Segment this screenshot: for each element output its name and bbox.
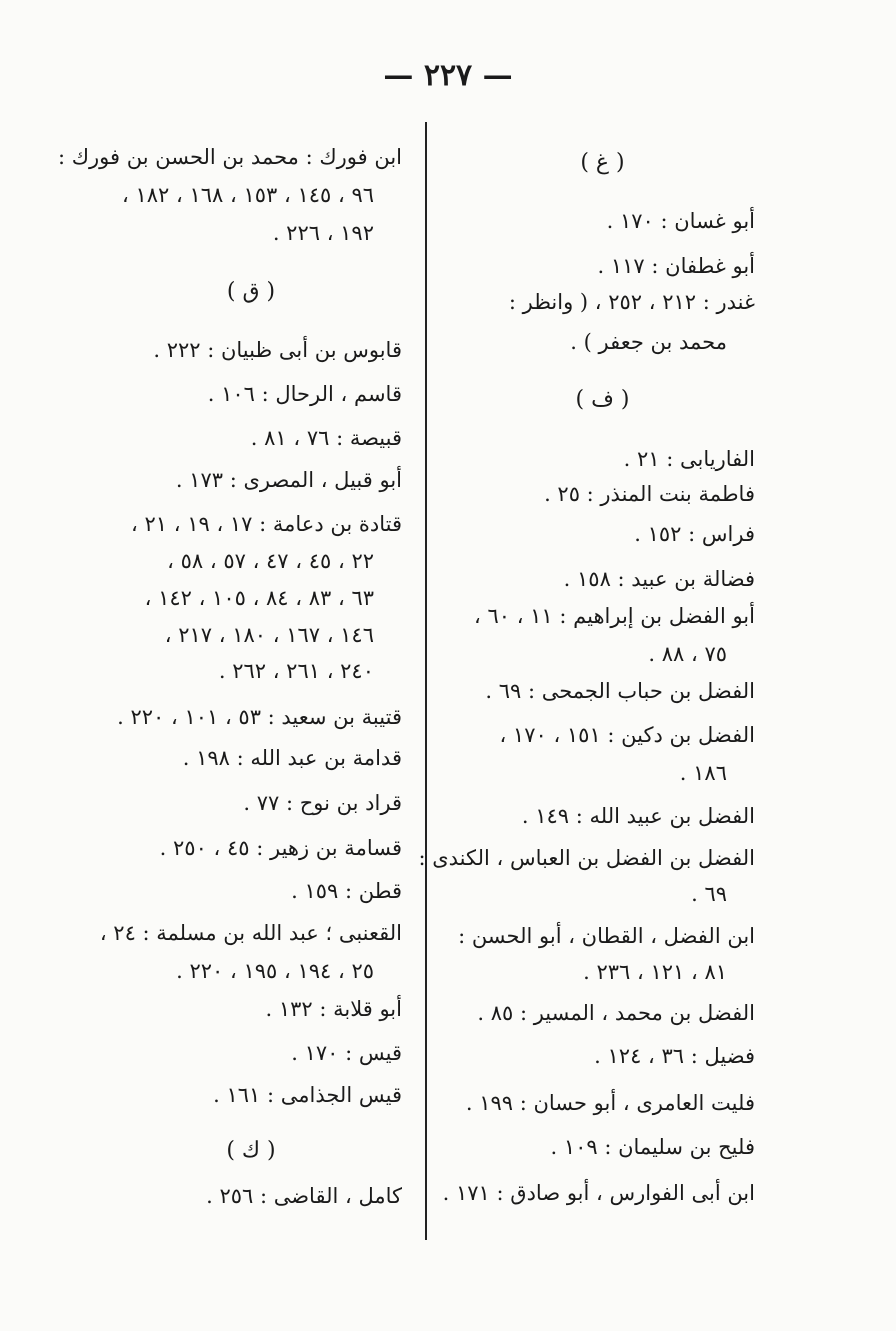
index-entry-continuation: ٦٩ . bbox=[691, 882, 727, 906]
index-entry: قابوس بن أبى ظبيان : ٢٢٢ . bbox=[153, 338, 402, 362]
index-entry: قدامة بن عبد الله : ١٩٨ . bbox=[182, 746, 402, 770]
section-heading-kaf: ( ك ) bbox=[226, 1138, 276, 1163]
index-entry: فضيل : ٣٦ ، ١٢٤ . bbox=[594, 1044, 755, 1068]
index-entry: قيس : ١٧٠ . bbox=[291, 1041, 402, 1065]
index-entry-continuation: ٩٦ ، ١٤٥ ، ١٥٣ ، ١٦٨ ، ١٨٢ ، bbox=[122, 183, 374, 207]
index-entry: قبيصة : ٧٦ ، ٨١ . bbox=[250, 426, 402, 450]
index-entry-continuation: ١٤٦ ، ١٦٧ ، ١٨٠ ، ٢١٧ ، bbox=[164, 623, 374, 647]
index-entry: كامل ، القاضى : ٢٥٦ . bbox=[206, 1184, 402, 1208]
index-entry: فليت العامرى ، أبو حسان : ١٩٩ . bbox=[465, 1091, 755, 1115]
index-entry-continuation: ١٨٦ . bbox=[679, 761, 727, 785]
index-entry: فراس : ١٥٢ . bbox=[634, 522, 755, 546]
index-entry: ابن الفضل ، القطان ، أبو الحسن : bbox=[458, 924, 755, 948]
index-entry: الفضل بن عبيد الله : ١٤٩ . bbox=[521, 804, 755, 828]
index-entry: فضالة بن عبيد : ١٥٨ . bbox=[563, 567, 755, 591]
index-entry: ابن أبى الفوارس ، أبو صادق : ١٧١ . bbox=[442, 1181, 755, 1205]
index-entry: القعنبى ؛ عبد الله بن مسلمة : ٢٤ ، bbox=[99, 921, 402, 945]
index-entry-continuation: ١٩٢ ، ٢٢٦ . bbox=[272, 221, 374, 245]
index-entry: أبو غسان : ١٧٠ . bbox=[606, 209, 755, 233]
index-entry: ابن فورك : محمد بن الحسن بن فورك : bbox=[57, 145, 402, 169]
index-entry: قسامة بن زهير : ٤٥ ، ٢٥٠ . bbox=[159, 836, 402, 860]
index-entry: الفاريابى : ٢١ . bbox=[623, 447, 755, 471]
index-entry-continuation: ٢٥ ، ١٩٤ ، ١٩٥ ، ٢٢٠ . bbox=[176, 959, 374, 983]
index-entry-continuation: ٦٣ ، ٨٣ ، ٨٤ ، ١٠٥ ، ١٤٢ ، bbox=[144, 586, 374, 610]
index-entry: أبو الفضل بن إبراهيم : ١١ ، ٦٠ ، bbox=[474, 604, 755, 628]
index-entry: فليح بن سليمان : ١٠٩ . bbox=[550, 1135, 755, 1159]
index-entry: قتادة بن دعامة : ١٧ ، ١٩ ، ٢١ ، bbox=[131, 512, 402, 536]
index-entry-continuation: ٧٥ ، ٨٨ . bbox=[648, 642, 727, 666]
index-entry: قطن : ١٥٩ . bbox=[291, 879, 402, 903]
index-entry: قراد بن نوح : ٧٧ . bbox=[243, 791, 402, 815]
index-entry: قاسم ، الرحال : ١٠٦ . bbox=[207, 382, 402, 406]
index-entry: الفضل بن دكين : ١٥١ ، ١٧٠ ، bbox=[499, 723, 755, 747]
index-entry: الفضل بن حباب الجمحى : ٦٩ . bbox=[485, 679, 755, 703]
index-entry-continuation: ٢٢ ، ٤٥ ، ٤٧ ، ٥٧ ، ٥٨ ، bbox=[167, 549, 374, 573]
index-entry: فاطمة بنت المنذر : ٢٥ . bbox=[544, 482, 755, 506]
index-entry: غندر : ٢١٢ ، ٢٥٢ ، ( وانظر : bbox=[508, 290, 755, 314]
index-entry-continuation: محمد بن جعفر ) . bbox=[570, 330, 727, 354]
index-entry: أبو قلابة : ١٣٢ . bbox=[265, 997, 402, 1021]
index-entry: أبو غطفان : ١١٧ . bbox=[597, 254, 755, 278]
section-heading-ghain: ( غ ) bbox=[580, 150, 625, 175]
index-entry: قيس الجذامى : ١٦١ . bbox=[213, 1083, 402, 1107]
index-entry: قتيبة بن سعيد : ٥٣ ، ١٠١ ، ٢٢٠ . bbox=[117, 705, 402, 729]
column-divider bbox=[425, 122, 427, 1240]
section-heading-fa: ( ف ) bbox=[575, 387, 630, 412]
index-entry: أبو قبيل ، المصرى : ١٧٣ . bbox=[175, 468, 402, 492]
index-entry-continuation: ٨١ ، ١٢١ ، ٢٣٦ . bbox=[583, 960, 727, 984]
page-number: — ٢٢٧ — bbox=[383, 58, 513, 93]
index-entry-continuation: ٢٤٠ ، ٢٦١ ، ٢٦٢ . bbox=[218, 659, 374, 683]
index-entry: الفضل بن محمد ، المسير : ٨٥ . bbox=[477, 1001, 755, 1025]
section-heading-qaf: ( ق ) bbox=[226, 279, 276, 304]
index-entry: الفضل بن الفضل بن العباس ، الكندى : bbox=[418, 846, 755, 870]
